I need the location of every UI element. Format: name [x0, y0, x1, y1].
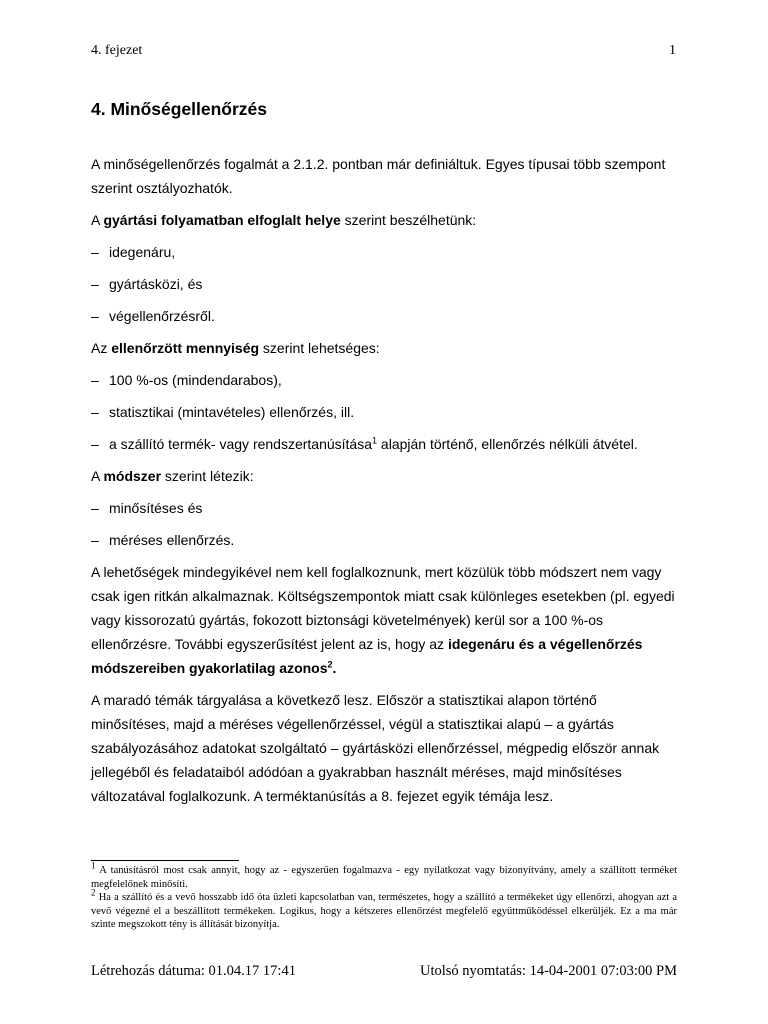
list-method: [91, 496, 679, 552]
bold-term: ellenőrzött mennyiség: [111, 340, 260, 356]
bold-term: módszer: [103, 468, 162, 484]
list-item: – idegenáru,: [91, 244, 176, 260]
list-item-text: gyártásközi, és: [109, 276, 203, 292]
list-item: – minősítéses és: [91, 500, 203, 516]
footnote-ref[interactable]: 2: [327, 659, 333, 670]
list-item-text: 100 %-os (mindendarabos),: [109, 372, 282, 388]
list-item: – gyártásközi, és: [91, 276, 203, 292]
footnote-separator: [91, 860, 239, 861]
bold-term: idegenáru és a végellenőrzés módszereiben gyakorlatilag azonos: [91, 636, 643, 676]
text-run: .: [332, 660, 337, 676]
list-item-text: a szállító termék- vagy rendszertanúsítása: [109, 436, 373, 452]
text-run: szerint beszélhetünk:: [340, 212, 477, 228]
section-production-place: [91, 208, 679, 232]
page-title: 4. Minőségellenőrzés: [91, 99, 268, 119]
footnote-number: 2: [91, 887, 96, 898]
footnote-number: 1: [91, 860, 96, 871]
section-method: [91, 464, 679, 488]
list-item: – statisztikai (mintavételes) ellenőrzés, ill.: [91, 404, 355, 420]
footnote-text: A tanúsításról most csak annyit, hogy az - egyszerűen fogalmazva - egy nyilatkozat vagy bizonyítvány, amely a szállított terméket megfelelőnek minősíti.: [91, 865, 677, 890]
text-run: A: [91, 468, 104, 484]
footnote-ref[interactable]: 1: [372, 435, 378, 446]
text-run: A lehetőségek mindegyikével nem kell foglalkoznunk, mert közülük több módszert nem vagy csak igen ritkán alkalmaznak. Költségszempontok miatt csak különleges esetekben (pl. egyedi vagy kissorozatú gyártás, fokozott biztonsági követelmények) kerül sor a 100 %-os ellenőrzésre. További egyszerűsítést jelent az is, hogy az: [91, 564, 675, 652]
text-run: Az: [91, 340, 112, 356]
intro-paragraph: A minőségellenőrzés fogalmát a 2.1.2. pontban már definiáltuk. Egyes típusai több szempont szerint osztályozhatók.: [91, 156, 666, 196]
footnote: [91, 887, 677, 932]
document-body: [91, 152, 679, 816]
list-item-text: minősítéses és: [109, 500, 203, 516]
footnotes: [91, 860, 677, 932]
footer-created-date: Létrehozás dátuma: 01.04.17 17:41: [91, 963, 296, 979]
bold-term: gyártási folyamatban elfoglalt helye: [103, 212, 341, 228]
list-item-text: idegenáru,: [109, 244, 176, 260]
header-chapter: 4. fejezet: [91, 43, 143, 58]
text-run: szerint lehetséges:: [259, 340, 380, 356]
list-item: – méréses ellenőrzés.: [91, 532, 235, 548]
list-item-text: végellenőrzésről.: [109, 308, 215, 324]
footer-print-date: Utolsó nyomtatás: 14-04-2001 07:03:00 PM: [420, 963, 677, 979]
list-item: – 100 %-os (mindendarabos),: [91, 372, 282, 388]
paragraph-possibilities: [91, 560, 679, 680]
list-production-place: [91, 240, 679, 328]
text-run: A: [91, 212, 104, 228]
list-item: – a szállító termék- vagy rendszertanúsítása$^1$ alapján történő, ellenőrzés nélküli átvétel.: [91, 435, 638, 452]
paragraph-topics: A maradó témák tárgyalása a következő lesz. Először a statisztikai alapon történő minősítéses, majd a méréses végellenőrzéssel, végül a statisztikai alapú – a gyártás szabályozásához adatokat szolgáltató – gyártásközi ellenőrzéssel, mégpedig először annak jellegéből és feladataiból adódóan a gyakrabban használt méréses, majd minősítéses változatával foglalkozunk. A terméktanúsítás a 8. fejezet egyik témája lesz.: [91, 692, 660, 804]
list-item: – végellenőrzésről.: [91, 308, 215, 324]
footnote-text: Ha a szállító és a vevő hosszabb idő óta üzleti kapcsolatban van, természetes, hogy a szállító a termékeket úgy ellenőrzi, ahogyan azt a vevő végezné el a beszállított termékeken. Logikus, hogy a kétszeres ellenőrzést megfelelő együttműködéssel elkerüljék. Ez a ma már szinte megszokott tény is állítását bizonyítja.: [91, 892, 677, 930]
list-item-text: méréses ellenőrzés.: [109, 532, 235, 548]
list-item-text: alapján történő, ellenőrzés nélküli átvétel.: [377, 436, 638, 452]
footnote: [91, 860, 677, 891]
section-quantity: [91, 336, 679, 360]
page-number: 1: [669, 43, 676, 58]
list-item-text: statisztikai (mintavételes) ellenőrzés, ill.: [109, 404, 355, 420]
list-quantity: [91, 368, 679, 456]
text-run: szerint létezik:: [161, 468, 254, 484]
